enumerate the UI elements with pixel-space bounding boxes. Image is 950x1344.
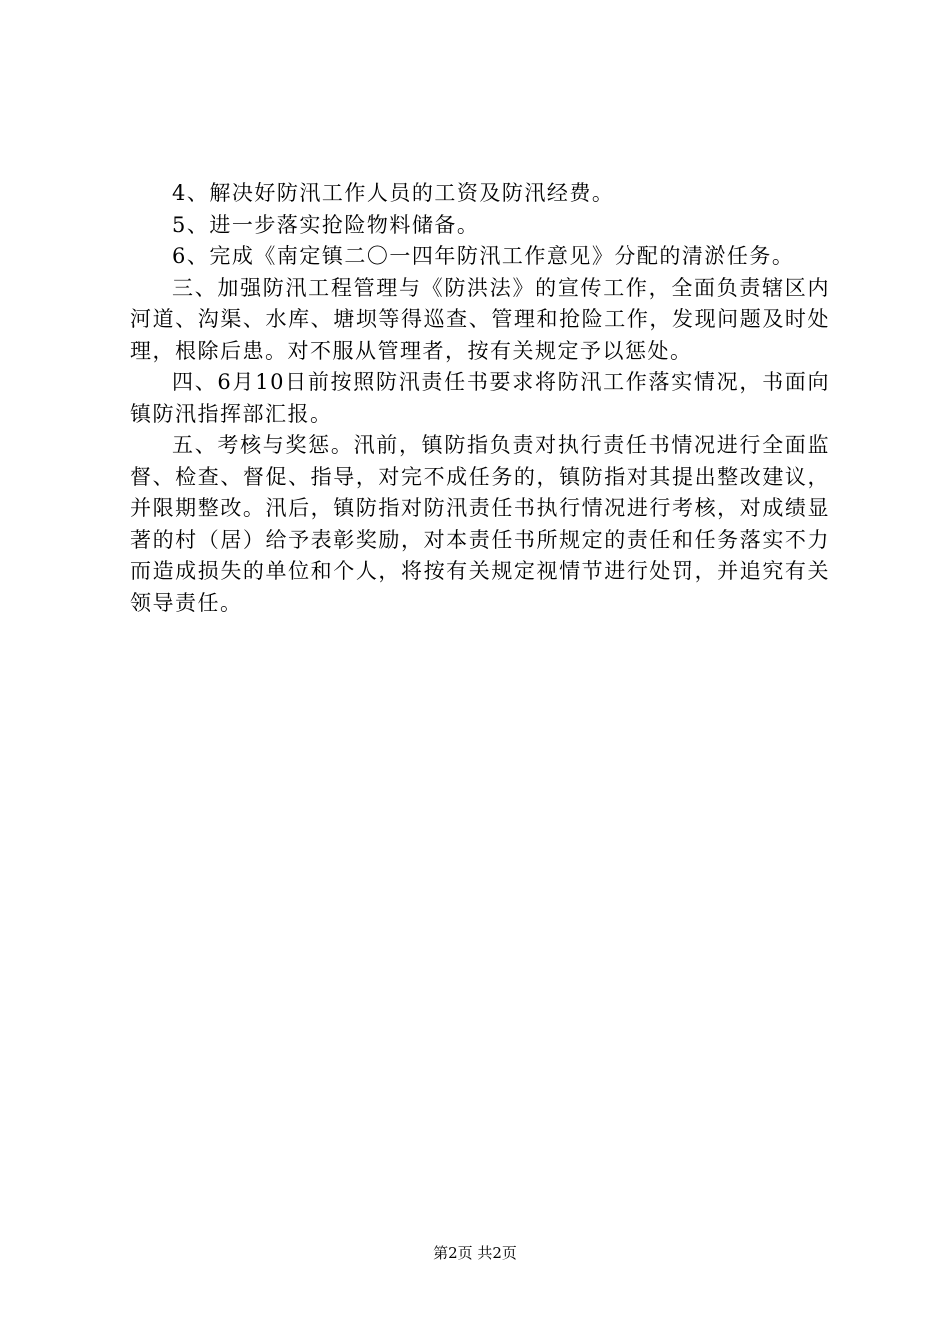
paragraph-item-5: 5、进一步落实抢险物料储备。: [172, 212, 480, 237]
document-body: [130, 178, 830, 619]
paragraph-section-5: 五、考核与奖惩。汛前，镇防指负责对执行责任书情况进行全面监督、检查、督促、指导，对完不成任务的，镇防指对其提出整改建议，并限期整改。汛后，镇防指对防汛责任书执行情况进行考核，对成绩显著的村（居）给予表彰奖励，对本责任书所规定的责任和任务落实不力而造成损失的单位和个人，将按有关规定视情节进行处罚，并追究有关领导责任。: [130, 433, 830, 615]
paragraph-item-6: 6、完成《南定镇二〇一四年防汛工作意见》分配的清淤任务。: [172, 244, 795, 268]
page-number-footer: 第2页 共2页: [433, 1244, 517, 1262]
paragraph-section-3: 三、加强防汛工程管理与《防洪法》的宣传工作，全面负责辖区内河道、沟渠、水库、塘坝等得巡查、管理和抢险工作，发现问题及时处理，根除后患。对不服从管理者，按有关规定予以惩处。: [130, 275, 830, 363]
paragraph-item-4: 4、解决好防汛工作人员的工资及防汛经费。: [172, 181, 615, 205]
paragraph-section-4: 四、6月10日前按照防汛责任书要求将防汛工作落实情况，书面向镇防汛指挥部汇报。: [130, 370, 830, 426]
